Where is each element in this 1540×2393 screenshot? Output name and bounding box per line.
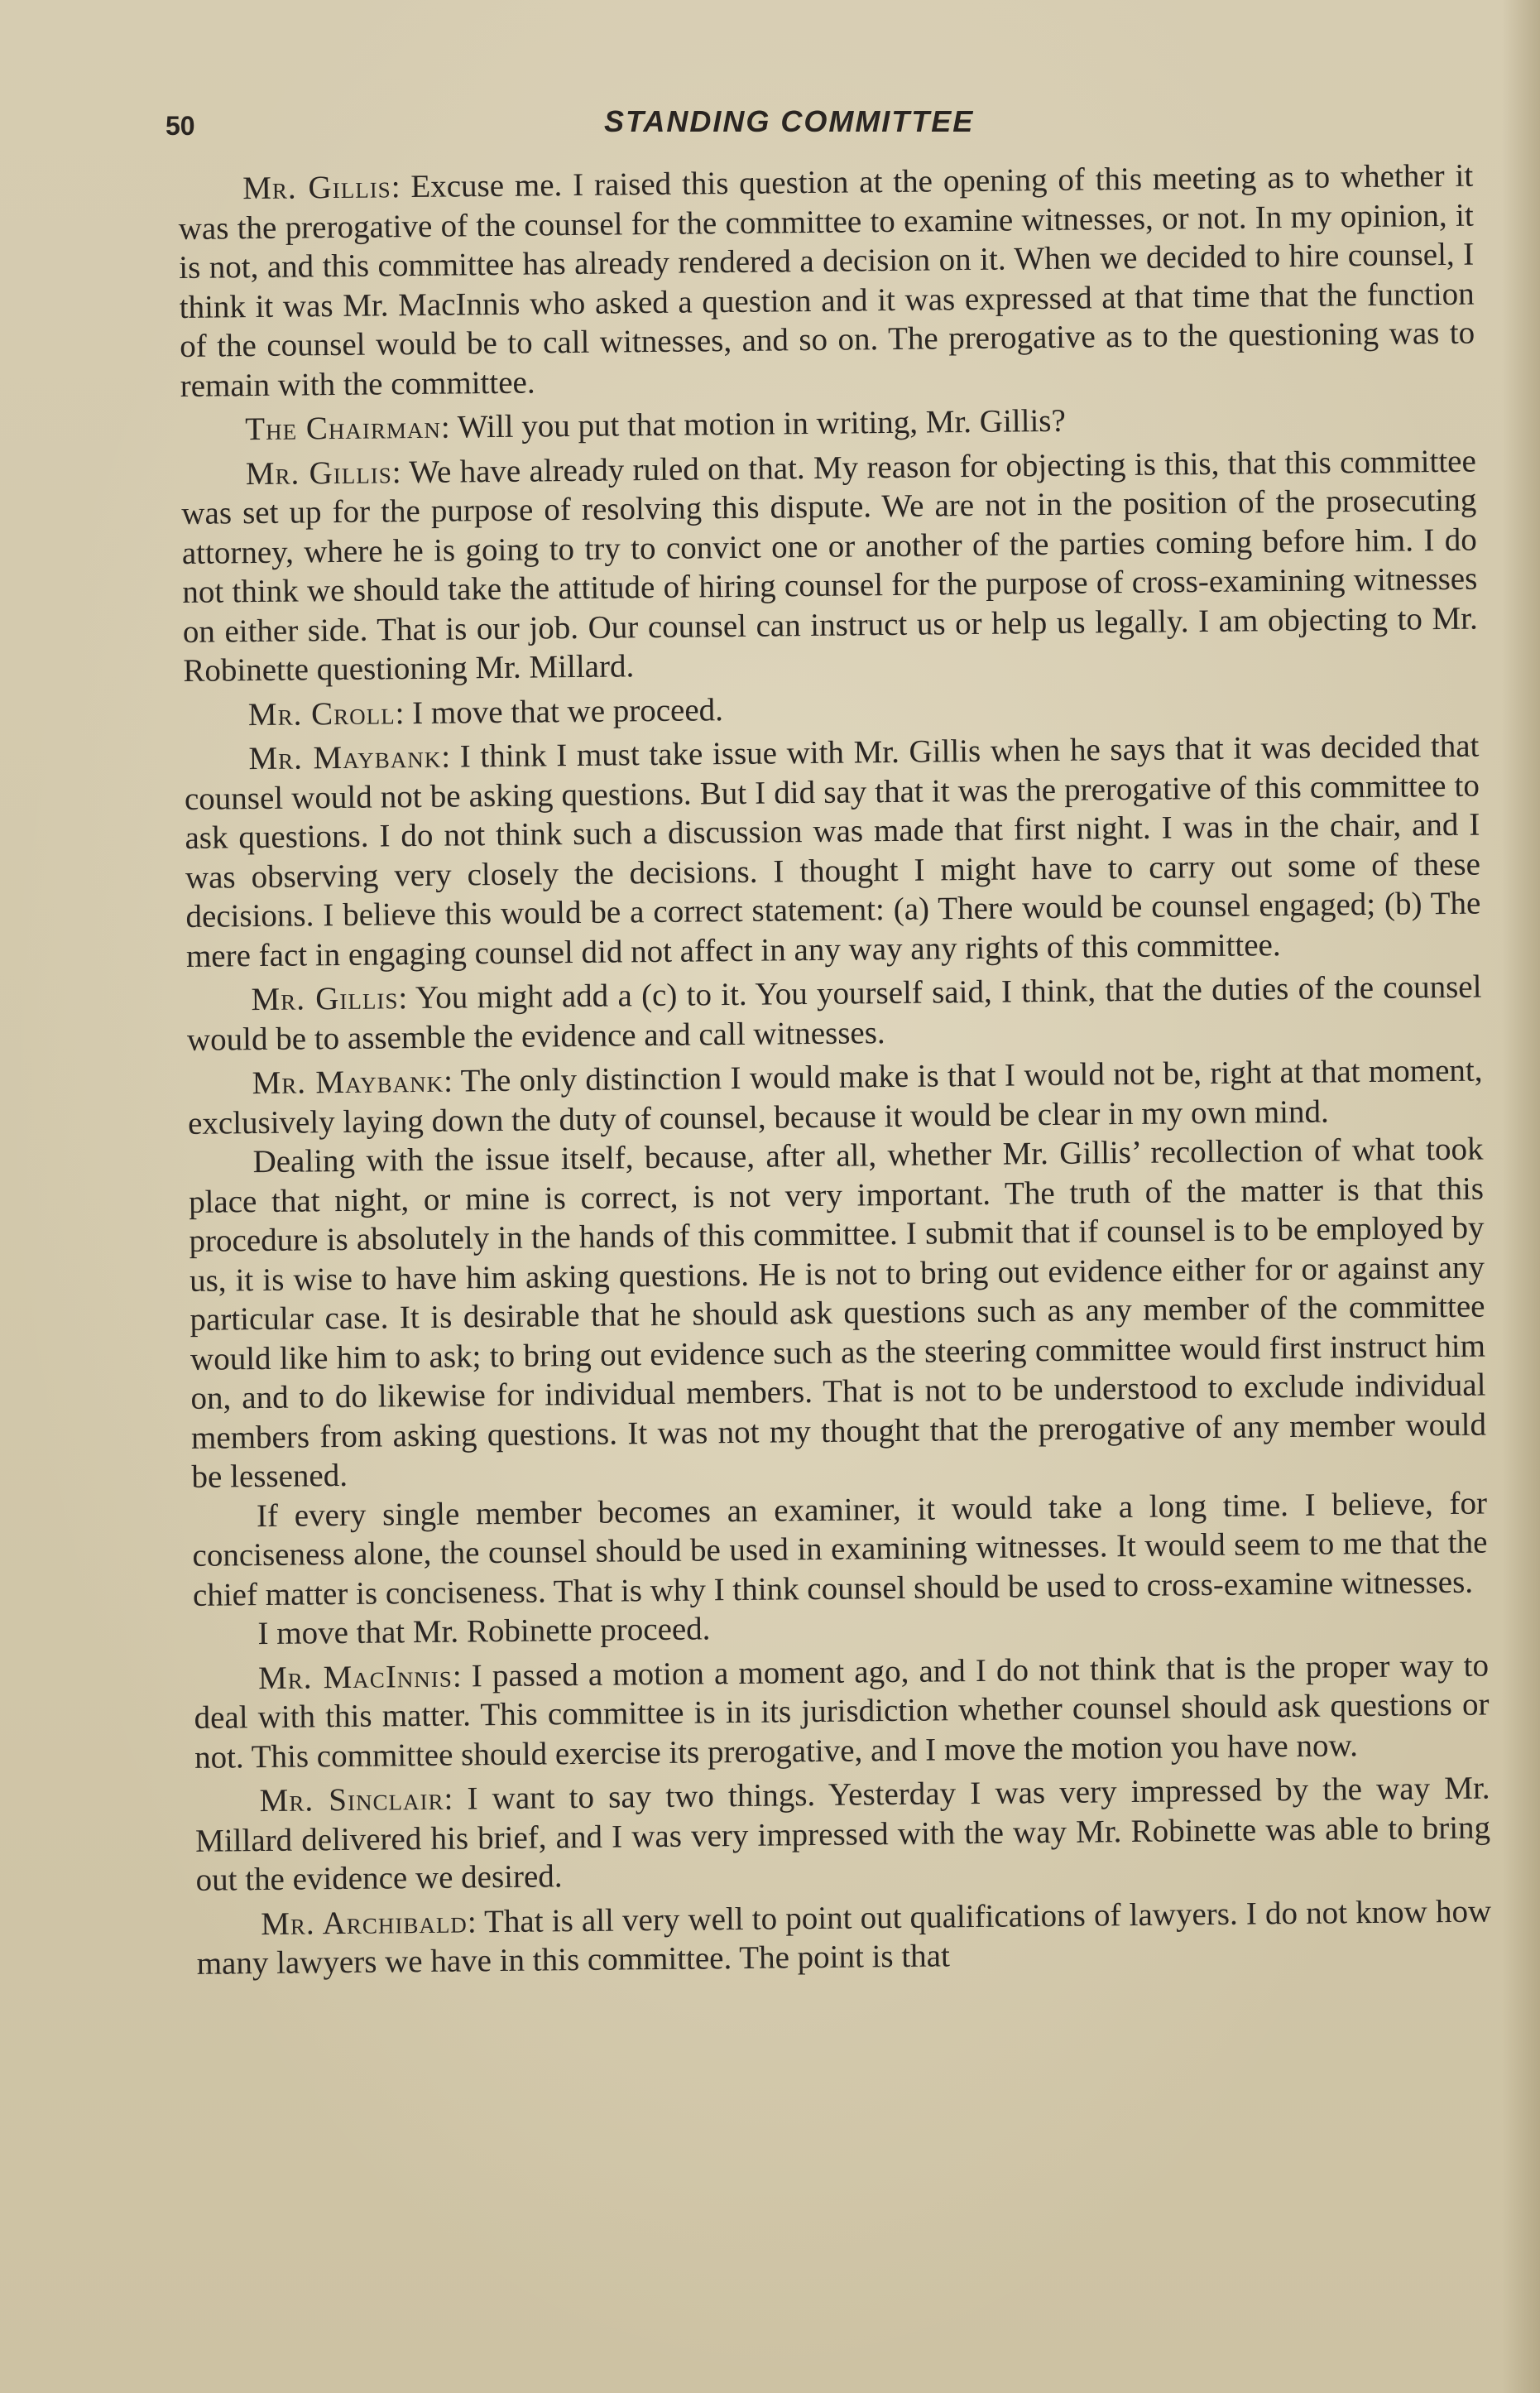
- paragraph-text: : We have already ruled on that. My reason for objecting is this, that this committee was set up for the purpose of resolving this dispute. We are not in the position of the prosecuting attorney, where he is going to try to convict one or another of the parties coming before him. I do not think we should take the attitude of hiring counsel for the purpose of cross-examining witnesses on either side. That is our job. Our counsel can instruct us or help us legally. I am objecting to Mr. Robinette questioning Mr. Millard.: [181, 443, 1478, 689]
- speaker-name: Mr. Maybank: [248, 738, 442, 777]
- speaker-name: Mr. Gillis: [242, 169, 391, 207]
- page-header: [166, 99, 1473, 157]
- speaker-name: Mr. Gillis: [251, 980, 399, 1018]
- paragraph-maybank-1: [184, 727, 1481, 976]
- speaker-name: Mr. Maybank: [252, 1063, 444, 1102]
- paragraph-chairman: [180, 397, 1475, 450]
- paragraph-text: : The only distinction I would make is that I would not be, right at that moment, exclusively laying down the duty of counsel, because it would be clear in my own mind.: [187, 1052, 1483, 1141]
- paragraph-maybank-4: [192, 1483, 1488, 1615]
- paragraph-text: I move that Mr. Robinette proceed.: [257, 1611, 711, 1652]
- speaker-name: The Chairman: [245, 409, 442, 448]
- paragraph-sinclair: [194, 1769, 1490, 1900]
- paragraph-text: : I think I must take issue with Mr. Gillis when he says that it was decided that counsel would not be asking questions. But I did say that it was the prerogative of this committee to ask questions. I do not think such a discussion was made that first night. I was in the chair, and I was observing very closely the decisions. I thought I might have to carry out some of these decisions. I believe this would be a correct statement: (a) There would be counsel engaged; (b) The mere fact in engaging counsel did not affect in any way any rights of this committee.: [184, 728, 1481, 974]
- paragraph-gillis-1: [178, 156, 1475, 406]
- speaker-name: Mr. Gillis: [245, 454, 393, 492]
- paragraph-gillis-3: [186, 968, 1482, 1060]
- page-edge-shadow: [1502, 0, 1540, 2393]
- paragraph-text: : That is all very well to point out qualifications of lawyers. I do not know how many lawyers we have in this committee. The point is that: [196, 1892, 1492, 1982]
- paragraph-gillis-2: [181, 441, 1479, 690]
- paragraph-text: : I passed a motion a moment ago, and I do not think that is the proper way to deal with this matter. This committee is in its jurisdiction whether counsel should ask questions or not. This committee should exercise its prerogative, and I move the motion you have now.: [194, 1647, 1490, 1776]
- paragraph-archibald: [196, 1891, 1492, 1983]
- paragraph-macinnis: [194, 1646, 1490, 1777]
- paragraph-croll: [184, 682, 1479, 735]
- paragraph-text: : I want to say two things. Yesterday I was very impressed by the way Mr. Millard delivered his brief, and I was very impressed with the way Mr. Robinette was able to bring out the evidence we desired.: [194, 1770, 1491, 1898]
- speaker-name: Mr. Archibald: [260, 1903, 468, 1942]
- paragraph-text: : Will you put that motion in writing, Mr. Gillis?: [440, 402, 1067, 445]
- speaker-name: Mr. Croll: [247, 694, 396, 733]
- paragraph-text: Dealing with the issue itself, because, after all, whether Mr. Gillis’ recollection of what took place that night, or mine is correct, is not very important. The truth of the matter is that this procedure is absolutely in the hands of this committee. I submit that if counsel is to be employed by us, it is wise to have him asking questions. He is not to bring out evidence either for or against any particular case. It is desirable that he should ask questions such as any member of the committee would like him to ask; to bring out evidence such as the steering committee would first instruct him on, and to do likewise for individual members. That is not to be understood to exclude individual members from asking questions. It was not my thought that the prerogative of any member would be lessened.: [188, 1131, 1487, 1495]
- page-number: 50: [166, 111, 195, 141]
- speaker-name: Mr. MacInnis: [257, 1658, 453, 1696]
- body-text: [178, 156, 1492, 1984]
- paragraph-maybank-3: [188, 1130, 1486, 1497]
- speaker-name: Mr. Sinclair: [259, 1780, 444, 1819]
- paragraph-text: : You might add a (c) to it. You yourself said, I think, that the duties of the counsel would be to assemble the evidence and call witnesses.: [186, 968, 1482, 1058]
- paragraph-text: : I move that we proceed.: [395, 691, 724, 731]
- paragraph-maybank-2: [187, 1051, 1483, 1143]
- paragraph-text: If every single member becomes an examiner, it would take a long time. I believe, for conciseness alone, the counsel should be used in examining witnesses. It would seem to me that the chief matter is conciseness. That is why I think counsel should be used to cross-examine witnesses.: [192, 1485, 1488, 1613]
- running-head: STANDING COMMITTEE: [604, 104, 975, 138]
- paragraph-text: : Excuse me. I raised this question at the opening of this meeting as to whether it was the prerogative of the counsel for the committee to examine witnesses, or not. In my opinion, it is not, and this committee has already rendered a decision on it. When we decided to hire counsel, I think it was Mr. MacInnis who asked a question and it was expressed at that time that the function of the counsel would be to call witnesses, and so on. The prerogative as to the questioning was to remain with the committee.: [178, 157, 1475, 404]
